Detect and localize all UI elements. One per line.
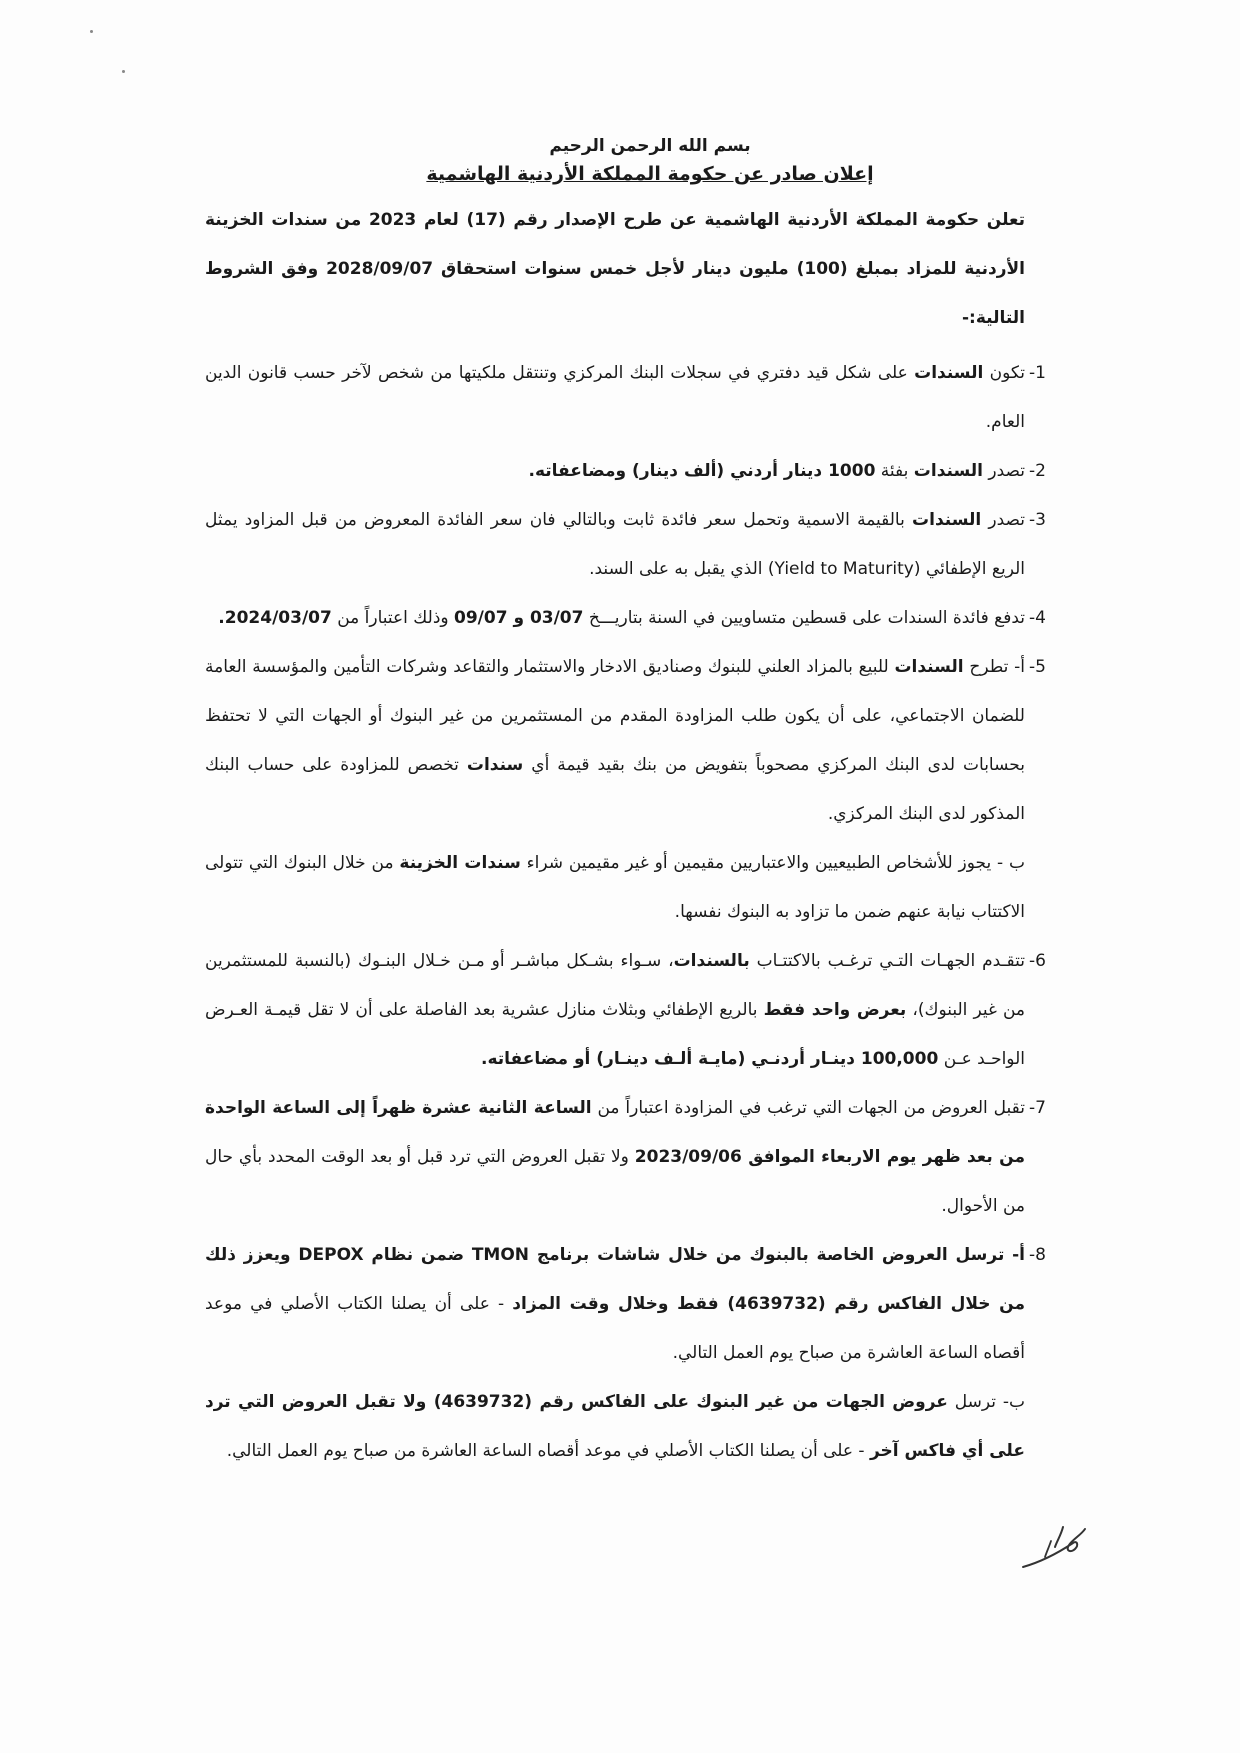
condition-8-a: أ- ترسل العروض الخاصة بالبنوك من خلال شاشات برنامج TMON ضمن نظام DEPOX ويعزز ذلك من خلال الفاكس رقم (4639732) فقط وخلال وقت المزاد - على أن يصلنا الكتاب الأصلي في موعد أقصاه الساعة العاشرة من صباح يوم العمل التالي. bbox=[205, 1245, 1026, 1363]
condition-number: 3- bbox=[1029, 510, 1046, 530]
condition-number: 4- bbox=[1029, 608, 1046, 628]
condition-number: 8- bbox=[1029, 1245, 1046, 1265]
condition-2: 2- تصدر السندات بفئة 1000 دينار أردني (ألف دينار) ومضاعفاته. bbox=[205, 447, 1025, 496]
condition-5 bbox=[205, 643, 1046, 937]
condition-1: 1- تكون السندات على شكل قيد دفتري في سجلات البنك المركزي وتنتقل ملكيتها من شخص لآخر حسب قانون الدين العام. bbox=[205, 349, 1025, 447]
handwritten-signature-icon bbox=[1015, 1505, 1095, 1585]
document-body bbox=[205, 196, 1046, 1476]
condition-3: 3- تصدر السندات بالقيمة الاسمية وتحمل سعر فائدة ثابت وبالتالي فان سعر الفائدة المعروض من قبل المزاود يمثل الريع الإطفائي (Yield to Maturity) الذي يقبل به على السند. bbox=[205, 496, 1025, 594]
condition-4: 4- تدفع فائدة السندات على قسطين متساويين في السنة بتاريـــخ 03/07 و 09/07 وذلك اعتباراً من 2024/03/07. bbox=[205, 594, 1025, 643]
condition-8 bbox=[205, 1231, 1046, 1476]
basmala: بسم الله الرحمن الرحيم bbox=[549, 136, 751, 156]
scan-speck bbox=[90, 30, 93, 33]
condition-number: 7- bbox=[1029, 1098, 1046, 1118]
document-header bbox=[0, 133, 1240, 189]
condition-5-a: أ- تطرح السندات للبيع بالمزاد العلني للبنوك وصناديق الادخار والاستثمار والتقاعد وشركات التأمين والمؤسسة العامة للضمان الاجتماعي، على أن يكون طلب المزاودة المقدم من المستثمرين من غير البنوك أو الجهات التي لا تحتفظ بحسابات لدى البنك المركزي مصحوباً بتفويض من بنك بقيد قيمة أي سندات تخصص للمزاودة على حساب البنك المذكور لدى البنك المركزي. bbox=[205, 657, 1025, 824]
condition-number: 2- bbox=[1029, 461, 1046, 481]
scan-speck bbox=[122, 70, 125, 73]
condition-number: 6- bbox=[1029, 951, 1046, 971]
intro-paragraph: تعلن حكومة المملكة الأردنية الهاشمية عن طرح الإصدار رقم (17) لعام 2023 من سندات الخزينة الأردنية للمزاد بمبلغ (100) مليون دينار لأجل خمس سنوات استحقاق 2028/09/07 وفق الشروط التالية:- bbox=[205, 210, 1025, 328]
document-title: إعلان صادر عن حكومة المملكة الأردنية الهاشمية bbox=[426, 163, 874, 185]
condition-6: 6- تتقـدم الجهـات التـي ترغـب بالاكتتـاب بالسندات، سـواء بشـكل مباشـر أو مـن خـلال البنـوك (بالنسبة للمستثمرين من غير البنوك)، بعرض واحد فقط بالريع الإطفائي وبثلاث منازل عشرية بعد الفاصلة على أن لا تقل قيمـة العـرض الواحـد عـن 100,000 دينـار أردنـي (مايـة ألـف دينـار) أو مضاعفاته. bbox=[205, 937, 1025, 1084]
condition-7: 7- تقبل العروض من الجهات التي ترغب في المزاودة اعتباراً من الساعة الثانية عشرة ظهراً إلى الساعة الواحدة من بعد ظهر يوم الاربعاء الموافق 2023/09/06 ولا تقبل العروض التي ترد قبل أو بعد الوقت المحدد بأي حال من الأحوال. bbox=[205, 1084, 1025, 1231]
condition-5-b: ب - يجوز للأشخاص الطبيعيين والاعتباريين مقيمين أو غير مقيمين شراء سندات الخزينة من خلال البنوك التي تتولى الاكتتاب نيابة عنهم ضمن ما تزاود به البنوك نفسها. bbox=[205, 853, 1025, 922]
condition-8-b: ب- ترسل عروض الجهات من غير البنوك على الفاكس رقم (4639732) ولا تقبل العروض التي ترد على أي فاكس آخر - على أن يصلنا الكتاب الأصلي في موعد أقصاه الساعة العاشرة من صباح يوم العمل التالي. bbox=[205, 1392, 1026, 1461]
condition-number: 1- bbox=[1029, 363, 1046, 383]
condition-number: 5- bbox=[1029, 657, 1046, 677]
